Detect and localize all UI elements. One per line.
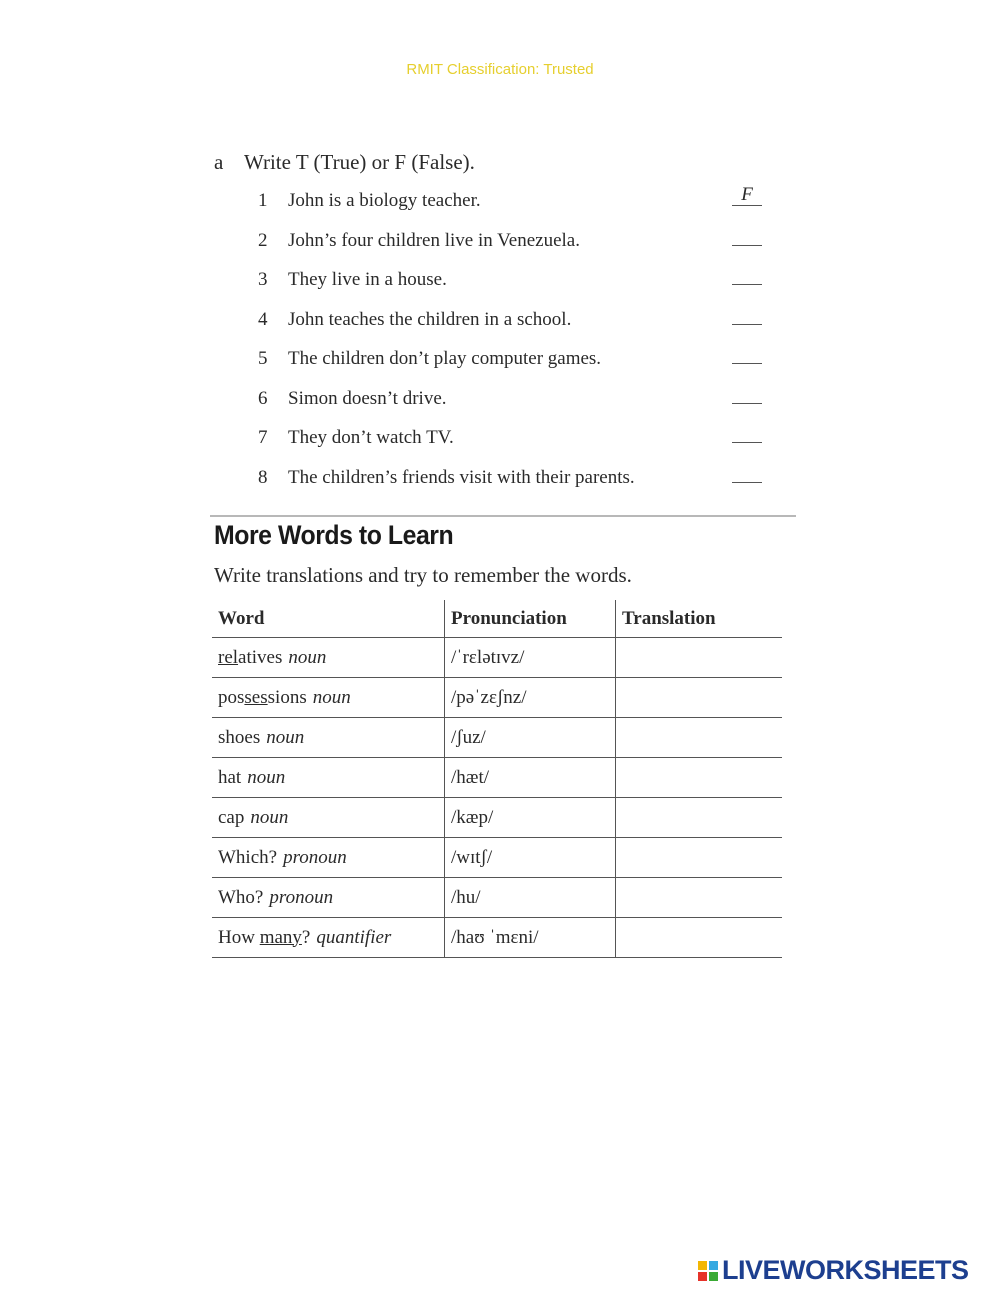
table-row: [212, 878, 782, 918]
part-of-speech: quantifier: [316, 926, 392, 948]
vocab-instruction: Write translations and try to remember the words.: [214, 563, 632, 587]
exercise-item: [214, 339, 774, 379]
word-cell: [212, 878, 445, 918]
item-text: The children don’t play computer games.: [288, 348, 602, 369]
logo-square: [709, 1272, 718, 1281]
word-text: atives: [238, 646, 283, 668]
translation-cell[interactable]: [616, 718, 783, 758]
item-number: 8: [258, 466, 268, 488]
table-row: [212, 838, 782, 878]
exercise-item: [214, 260, 774, 300]
item-text: John’s four children live in Venezuela.: [288, 229, 580, 251]
word-text: cap: [218, 806, 245, 828]
liveworksheets-logo-icon: [698, 1261, 718, 1281]
exercise-item: [214, 418, 774, 458]
word-stress: rel: [218, 646, 239, 668]
pronunciation-cell: /pəˈzɛʃnz/: [445, 678, 616, 718]
word-cell: [212, 838, 445, 878]
answer-line: [732, 245, 762, 246]
vocab-table: [212, 600, 782, 958]
item-text: They live in a house.: [288, 269, 447, 290]
item-text: John is a biology teacher.: [288, 190, 481, 211]
pronunciation-cell: /ʃuz/: [445, 718, 616, 758]
translation-cell[interactable]: [616, 878, 783, 918]
logo-square: [698, 1272, 707, 1281]
logo-square: [709, 1261, 718, 1270]
exercise-item: [214, 221, 774, 261]
vocab-header-row: [212, 600, 782, 638]
classification-label: RMIT Classification: Trusted: [406, 61, 594, 78]
item-text: They don’t watch TV.: [288, 427, 454, 448]
word-cell: [212, 758, 445, 798]
part-of-speech: noun: [247, 766, 286, 788]
item-text: The children’s friends visit with their parents.: [288, 466, 635, 488]
word-cell: [212, 678, 445, 718]
translation-cell[interactable]: [616, 798, 783, 838]
translation-column-header: Translation: [616, 600, 783, 638]
item-number: 1: [258, 190, 268, 211]
exercise-item: [214, 300, 774, 340]
exercise-item: [214, 458, 774, 498]
answer-blank[interactable]: F: [741, 184, 753, 205]
translation-cell[interactable]: [616, 758, 783, 798]
exercise-instruction: Write T (True) or F (False).: [244, 150, 475, 174]
item-text: John teaches the children in a school.: [288, 308, 572, 330]
answer-line: [732, 482, 762, 483]
answer-line: [732, 442, 762, 443]
pronunciation-cell: /hæt/: [445, 758, 616, 798]
word-cell: [212, 718, 445, 758]
item-number: 6: [258, 387, 268, 409]
exercise-heading: [214, 150, 774, 175]
translation-cell[interactable]: [616, 838, 783, 878]
table-row: [212, 798, 782, 838]
table-row: [212, 758, 782, 798]
word-text: How: [218, 926, 260, 948]
item-number: 2: [258, 229, 268, 251]
part-of-speech: noun: [250, 806, 289, 828]
answer-line: [732, 205, 762, 206]
exercise-item: [214, 379, 774, 419]
item-text: Simon doesn’t drive.: [288, 387, 447, 409]
word-text: Which?: [218, 846, 278, 868]
item-number: 4: [258, 308, 268, 330]
answer-line: [732, 363, 762, 364]
translation-cell[interactable]: [616, 638, 783, 678]
table-row: [212, 718, 782, 758]
translation-cell[interactable]: [616, 918, 783, 958]
part-of-speech: noun: [266, 726, 305, 748]
word-stress: ses: [244, 686, 268, 708]
section-divider: [210, 515, 796, 517]
true-false-exercise: [214, 150, 774, 497]
pronunciation-column-header: Pronunciation: [445, 600, 616, 638]
pronunciation-cell: /haʊ ˈmɛni/: [445, 918, 616, 958]
exercise-item: [214, 181, 774, 221]
item-number: 5: [258, 348, 268, 369]
part-of-speech: pronoun: [283, 846, 347, 868]
answer-line: [732, 284, 762, 285]
word-text: ?: [301, 926, 311, 948]
item-number: 7: [258, 427, 268, 448]
logo-text: LIVEWORKSHEETS: [722, 1255, 969, 1285]
pronunciation-cell: /ˈrɛlətɪvz/: [445, 638, 616, 678]
word-cell: [212, 798, 445, 838]
pronunciation-cell: /wɪtʃ/: [445, 838, 616, 878]
word-text: sions: [267, 686, 307, 708]
table-row: [212, 678, 782, 718]
answer-line: [732, 403, 762, 404]
exercise-letter: a: [214, 150, 224, 174]
part-of-speech: noun: [312, 686, 351, 708]
word-column-header: Word: [212, 600, 445, 638]
word-text: Who?: [218, 886, 264, 908]
word-text: shoes: [218, 726, 261, 748]
logo-square: [698, 1261, 707, 1270]
word-cell: [212, 638, 445, 678]
liveworksheets-logo[interactable]: [698, 1255, 969, 1286]
section-title: More Words to Learn: [214, 520, 454, 550]
word-cell: [212, 918, 445, 958]
word-text: pos: [218, 686, 245, 708]
item-number: 3: [258, 269, 268, 290]
translation-cell[interactable]: [616, 678, 783, 718]
part-of-speech: pronoun: [269, 886, 334, 908]
pronunciation-cell: /hu/: [445, 878, 616, 918]
part-of-speech: noun: [288, 646, 327, 668]
answer-line: [732, 324, 762, 325]
table-row: [212, 918, 782, 958]
word-stress: many: [259, 926, 302, 948]
table-row: [212, 638, 782, 678]
word-text: hat: [218, 766, 242, 788]
pronunciation-cell: /kæp/: [445, 798, 616, 838]
